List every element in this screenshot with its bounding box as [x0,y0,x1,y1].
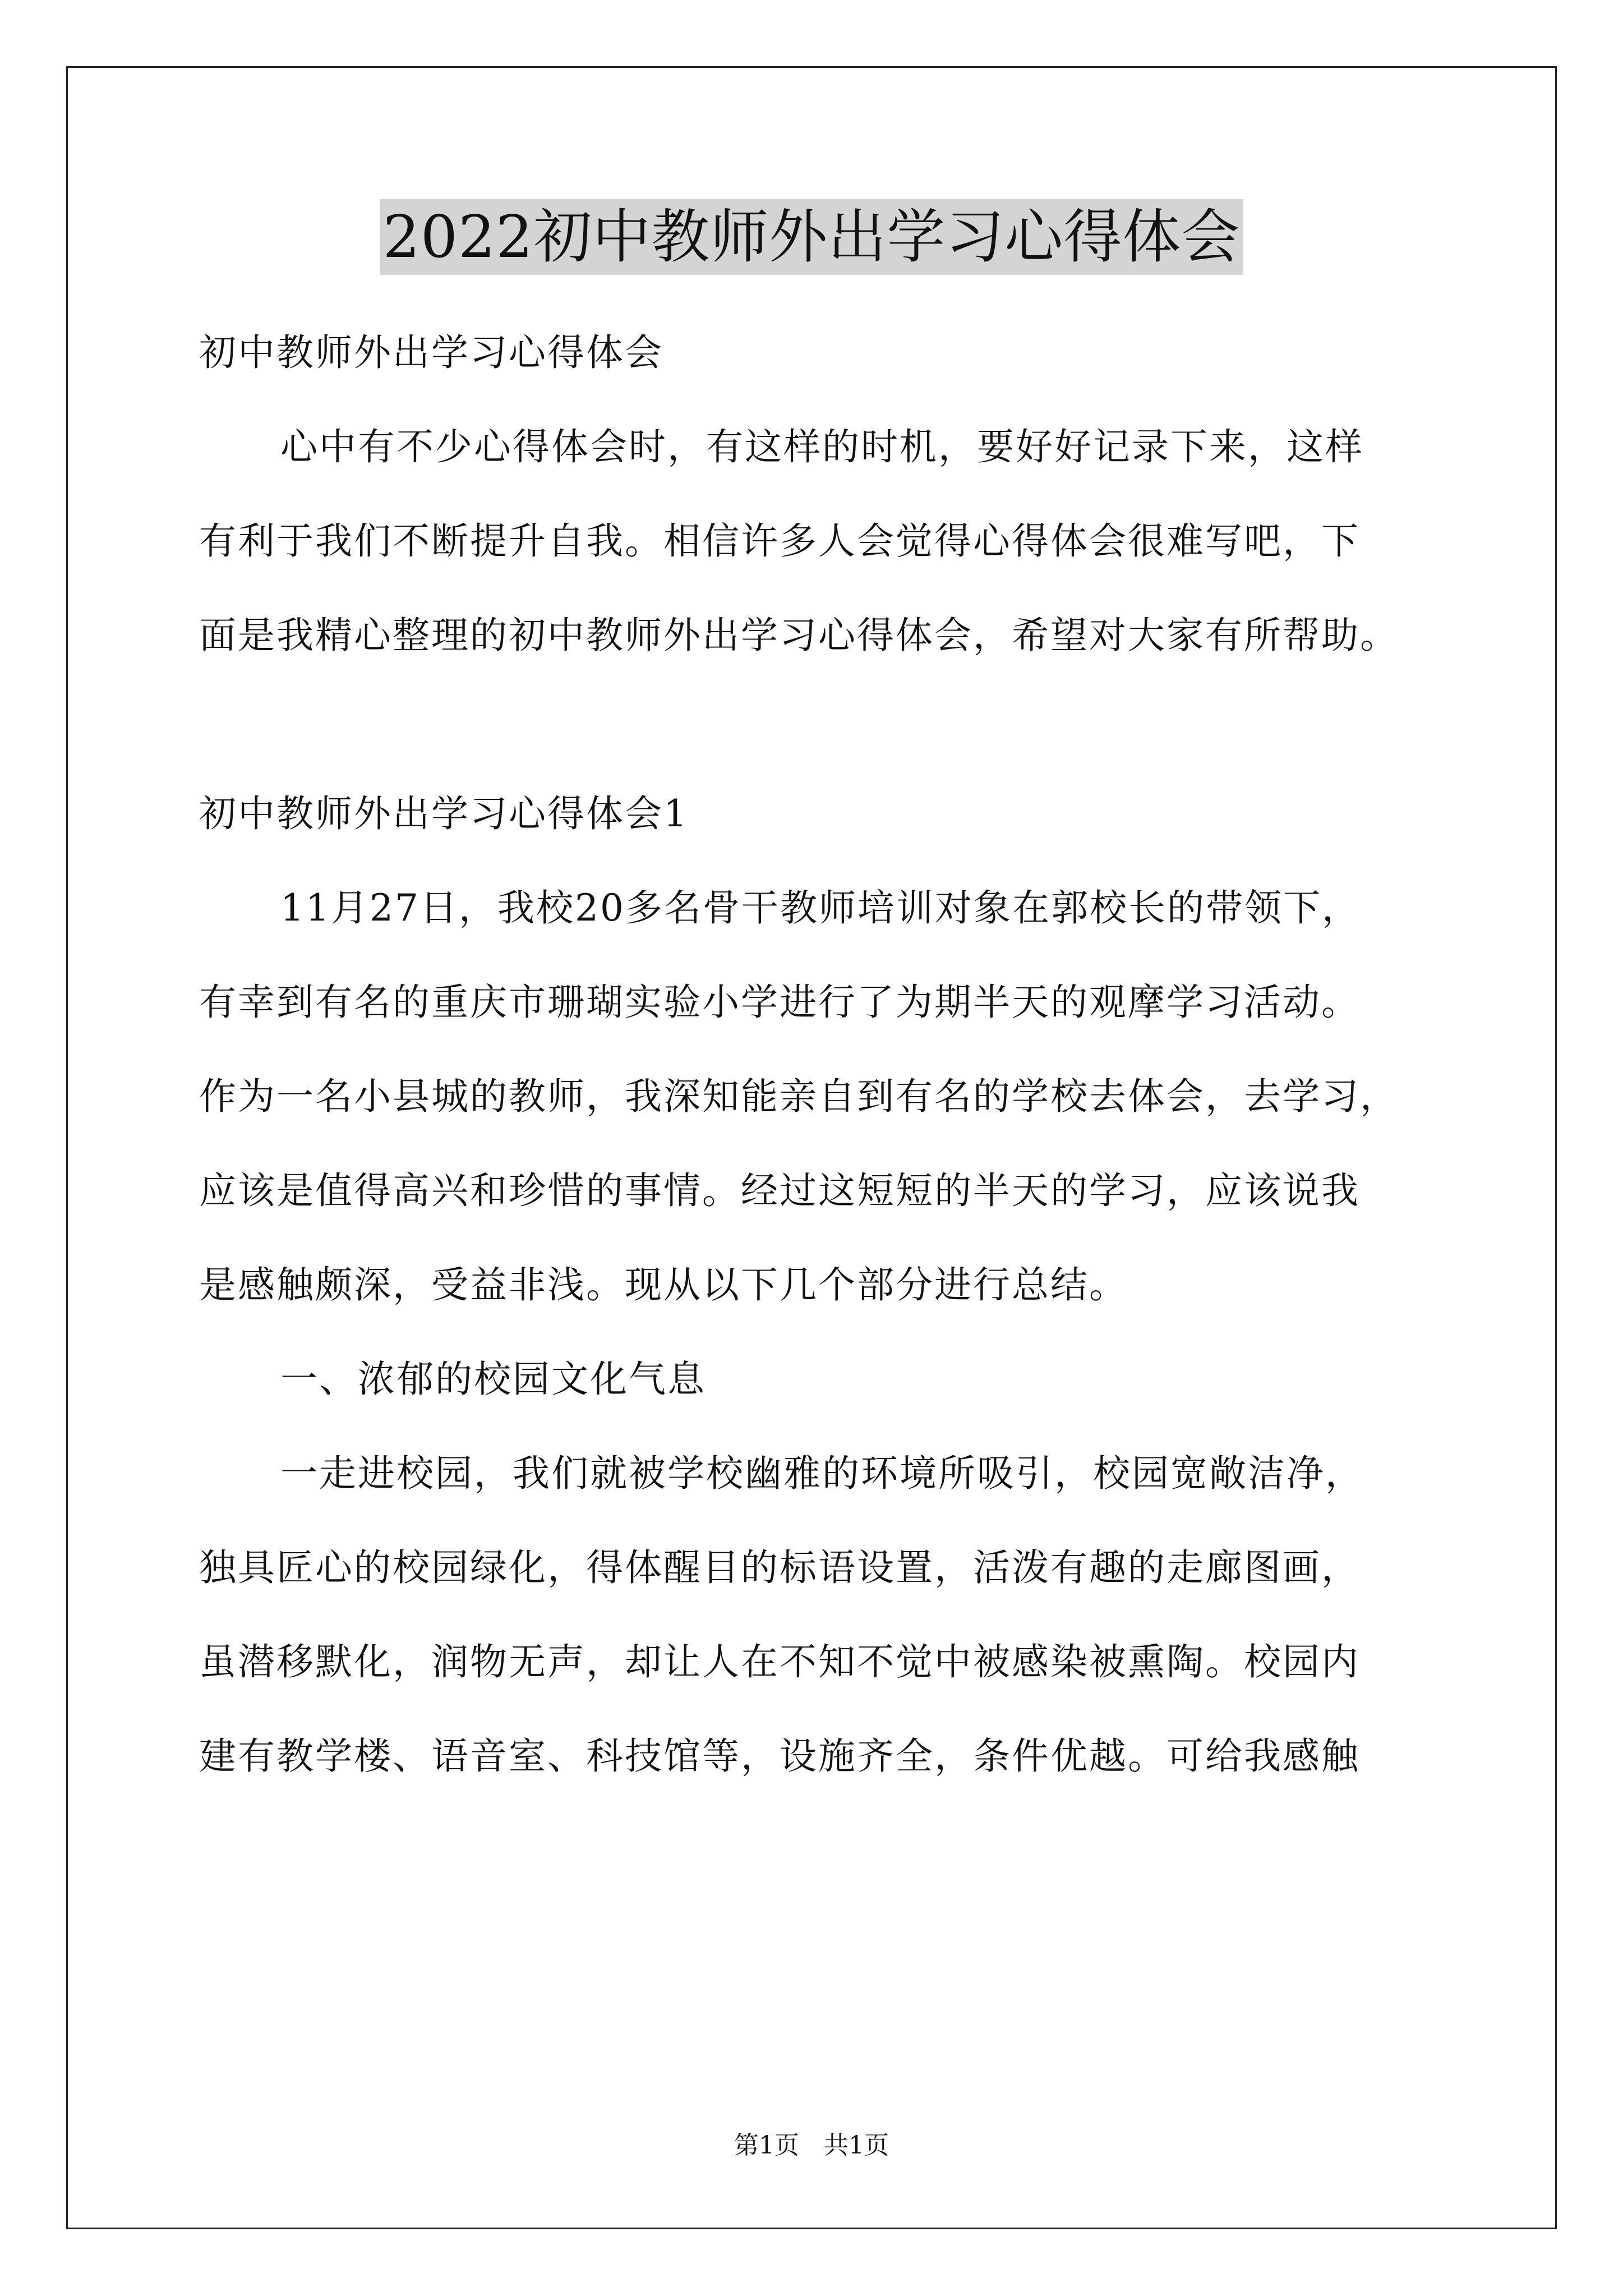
paragraph-line: 建有教学楼、语音室、科技馆等，设施齐全，条件优越。可给我感触 [199,1734,1360,1778]
section-heading: 初中教师外出学习心得体会1 [199,792,689,835]
intro-paragraph-line: 面是我精心整理的初中教师外出学习心得体会，希望对大家有所帮助。 [199,614,1399,657]
title-container [0,199,1623,275]
paragraph-line: 虽潜移默化，润物无声，却让人在不知不觉中被感染被熏陶。校园内 [199,1640,1360,1683]
document-body [199,306,1433,1803]
paragraph-line: 是感触颇深，受益非浅。现从以下几个部分进行总结。 [199,1263,1128,1306]
page-footer: 第1页 共1页 [734,2131,889,2160]
paragraph-gap [199,683,1433,767]
paragraph-line: 11月27日，我校20多名骨干教师培训对象在郭校长的带领下， [280,886,1361,930]
paragraph-line: 一走进校园，我们就被学校幽雅的环境所吸引，校园宽敞洁净， [280,1452,1364,1495]
document-title: 2022初中教师外出学习心得体会 [380,199,1244,275]
paragraph-line: 应该是值得高兴和珍惜的事情。经过这短短的半天的学习，应该说我 [199,1169,1360,1212]
intro-paragraph-line: 心中有不少心得体会时，有这样的时机，要好好记录下来，这样 [280,425,1364,468]
subheading: 一、浓郁的校园文化气息 [280,1358,706,1401]
paragraph-line: 有幸到有名的重庆市珊瑚实验小学进行了为期半天的观摩学习活动。 [199,981,1360,1024]
intro-heading: 初中教师外出学习心得体会 [199,331,663,374]
intro-paragraph-line: 有利于我们不断提升自我。相信许多人会觉得心得体会很难写吧，下 [199,519,1360,563]
paragraph-line: 作为一名小县城的教师，我深知能亲自到有名的学校去体会，去学习， [199,1075,1399,1118]
paragraph-line: 独具匠心的校园绿化，得体醒目的标语设置，活泼有趣的走廊图画， [199,1546,1360,1589]
